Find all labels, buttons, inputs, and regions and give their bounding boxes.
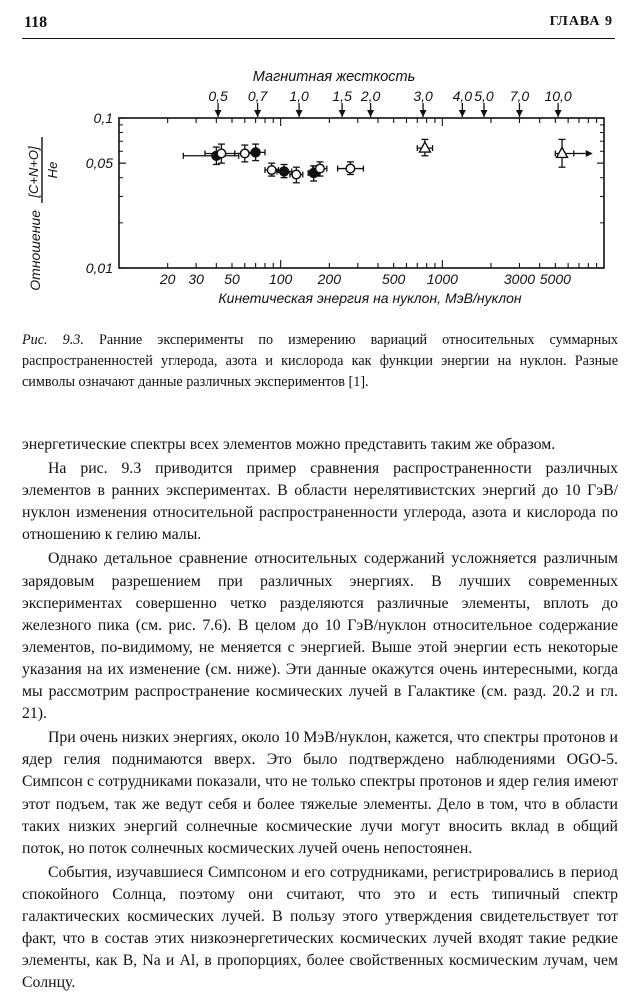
page-header [24, 14, 613, 36]
paragraph: При очень низких энергиях, около 10 МэВ/нуклон, кажется, что спектры протонов и ядер гелия поднимаются вверх. Это было подтверждено наблюдениями OGO-5. Симпсон с сотрудниками показали, что не только спектры протонов и ядер гелия имеют этот подъем, так же ведут себя и более тяжелые элементы. Дело в том, что в области таких низких энергий солнечные космические лучи могут вносить вклад в общий поток, но поток солнечных космических лучей очень непостоянен. [22, 729, 618, 857]
x-tick-label: 200 [317, 271, 342, 287]
top-tick-arrowhead [254, 110, 261, 117]
chapter-title: ГЛАВА 9 [549, 14, 613, 29]
data-point-open [267, 166, 276, 175]
paragraph: На рис. 9.3 приводится пример сравнения распространенности различных элементов в ранних экспериментах. В области нерелятивистских энергий до 10 ГэВ/нуклон изменения относительной распространенности углерода, азота и кислорода по отношению к гелию малы. [22, 460, 618, 544]
page-number: 118 [24, 14, 48, 31]
paragraph: События, изучавшиеся Симпсоном и его сотрудниками, регистрировались в период спокойного Солнца, поэтому они считают, что это и есть типичный спектр галактических космических лучей. В пользу этого утверждения свидетельствует тот факт, что в состав этих низкоэнергетических космических лучей входят такие редкие элементы, как B, Na и Al, в пропорциях, более свойственных космическим лучам, чем Солнцу. [22, 863, 618, 992]
body-text [22, 434, 618, 996]
data-point-open [346, 164, 355, 173]
data-point-open [316, 164, 325, 173]
figure-caption [22, 330, 618, 393]
y-axis-label-numerator: [C+N+O] [26, 146, 41, 198]
top-axis-title: Магнитная жесткость [252, 69, 416, 85]
x-tick-label: 500 [381, 271, 406, 287]
paragraph: энергетические спектры всех элементов можно представить таким же образом. [22, 436, 556, 453]
data-point-triangle [557, 147, 568, 157]
top-tick-label: 1,5 [332, 88, 352, 104]
y-tick-label: 0,05 [85, 155, 113, 172]
y-tick-label: 0,01 [85, 260, 113, 276]
top-tick-label: 0,7 [247, 88, 268, 104]
top-tick-arrowhead [516, 110, 523, 117]
top-tick-label: 3,0 [413, 88, 433, 104]
top-tick-arrowhead [215, 110, 222, 117]
paragraph: Однако детальное сравнение относительных содержаний усложняется различным зарядовым разрешением при различных энергиях. В лучших современных экспериментах совершенно четко разделяются различные элементы, вплоть до железного пика (см. рис. 7.6). В целом до 10 ГэВ/нуклон относительное содержание элементов, по-видимому, не меняется с энергией. Выше этой энергии есть некоторые указания на их изменение (см. ниже). Эти данные окажутся очень интересными, когда мы рассмотрим распространение космических лучей в Галактике (см. разд. 20.2 и гл. 21). [22, 550, 618, 723]
top-tick-label: 2,0 [360, 88, 381, 104]
x-tick-label: 100 [268, 271, 293, 287]
top-tick-arrowhead [459, 110, 466, 117]
lower-limit-arrowhead [586, 150, 593, 157]
header-rule [22, 38, 615, 39]
y-axis-label-denominator: He [45, 161, 60, 179]
data-point-open [217, 149, 226, 158]
x-axis-label: Кинетическая энергия на нуклон, МэВ/нуклон [218, 290, 522, 306]
x-tick-label: 20 [159, 271, 176, 287]
caption-text: Ранние эксперименты по измерению вариаций относительных суммарных распространенностей углерода, азота и кислорода как функции энергии на нуклон. Разные символы означают данные различных экспериментов [1]. [22, 332, 618, 390]
x-tick-label: 30 [188, 271, 204, 287]
top-tick-arrowhead [367, 110, 374, 117]
y-axis-label-prefix: Отношение [27, 210, 43, 291]
data-point-filled [251, 148, 260, 157]
top-tick-arrowhead [480, 110, 487, 117]
top-tick-label: 5,0 [474, 88, 494, 104]
ratio-chart [0, 40, 641, 320]
plot-frame [119, 118, 604, 268]
top-tick-arrowhead [420, 110, 427, 117]
x-tick-label: 3000 [503, 271, 536, 287]
caption-label: Рис. 9.3. [22, 332, 84, 348]
top-tick-label: 0,5 [208, 88, 228, 104]
x-tick-label: 5000 [539, 271, 571, 287]
top-tick-label: 10,0 [544, 88, 572, 104]
top-tick-arrowhead [555, 110, 562, 117]
top-tick-label: 1,0 [289, 88, 309, 104]
data-point-filled [279, 167, 288, 176]
y-tick-label: 0,1 [93, 110, 113, 126]
data-point-triangle [419, 142, 430, 152]
top-tick-arrowhead [296, 110, 303, 117]
x-tick-label: 1000 [426, 271, 458, 287]
top-tick-label: 4,0 [452, 88, 473, 104]
top-tick-label: 7,0 [509, 88, 530, 104]
data-point-open [241, 149, 250, 158]
x-tick-label: 50 [224, 271, 240, 287]
data-point-open [292, 170, 301, 179]
top-tick-arrowhead [339, 110, 346, 117]
